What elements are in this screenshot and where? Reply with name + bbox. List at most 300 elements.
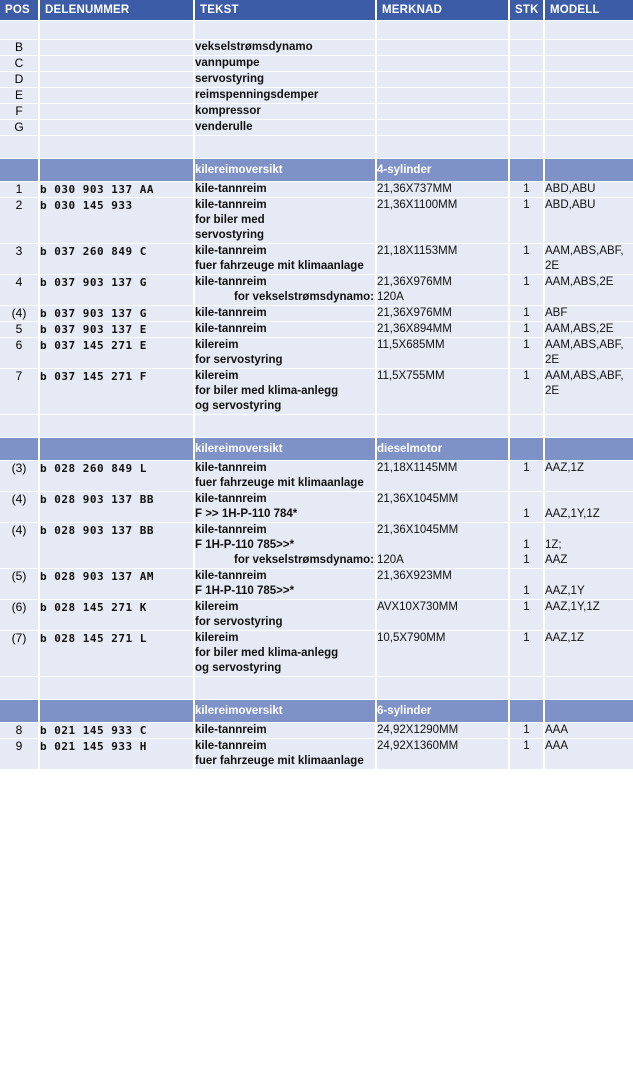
cell-line [510, 569, 543, 584]
table-row[interactable] [0, 40, 633, 56]
table-row[interactable] [0, 88, 633, 104]
cell-line: 11,5X755MM [377, 370, 445, 382]
cell-merknad [377, 739, 510, 770]
column-header-modell[interactable]: MODELL [545, 0, 633, 21]
cell-delenummer: b 028 145 271 K [40, 600, 195, 631]
cell-pos: (4) [0, 306, 40, 322]
cell-tekst [195, 275, 377, 306]
cell-line: for vekselstrømsdynamo: [234, 554, 374, 566]
cell-line: 1 [523, 323, 530, 335]
cell-line: AAA [545, 724, 569, 736]
cell-line: AAM,ABS,ABF, [545, 245, 624, 257]
cell-line: 1 [523, 339, 530, 351]
cell-delenummer: b 030 903 137 AA [40, 182, 195, 198]
cell-line [377, 538, 508, 553]
cell-merknad [377, 72, 510, 88]
spacer-row [0, 415, 633, 438]
cell-line: vekselstrømsdynamo [195, 41, 313, 53]
cell-modell [545, 631, 633, 677]
cell-line: 1 [523, 740, 530, 752]
cell-modell [545, 492, 633, 523]
cell-line: kilereim [195, 601, 239, 613]
cell-line: 21,36X1045MM [377, 493, 459, 505]
cell-pos: 2 [0, 198, 40, 244]
cell-merknad [377, 461, 510, 492]
spacer-cell [0, 415, 40, 438]
section-header-blank [0, 438, 40, 461]
cell-line: kile-tannreim [195, 183, 267, 195]
cell-line: 120A [377, 554, 404, 566]
table-row[interactable] [0, 523, 633, 569]
cell-tekst [195, 72, 377, 88]
cell-line: 2E [545, 354, 560, 366]
cell-line: kile-tannreim [195, 307, 267, 319]
cell-modell [545, 322, 633, 338]
spacer-cell [510, 677, 545, 700]
cell-line: 120A [377, 291, 404, 303]
cell-line: 21,36X894MM [377, 323, 452, 335]
cell-line: kilereim [195, 370, 239, 382]
cell-tekst [195, 492, 377, 523]
cell-line: kile-tannreim [195, 524, 267, 536]
cell-modell [545, 56, 633, 72]
spacer-cell [40, 21, 195, 40]
spacer-cell [0, 136, 40, 159]
cell-pos: (4) [0, 492, 40, 523]
cell-line: AAM,ABS,2E [545, 323, 614, 335]
cell-line: 21,36X1100MM [377, 199, 458, 211]
cell-line [545, 523, 633, 538]
table-header [0, 0, 633, 21]
cell-line: 21,36X976MM [377, 307, 452, 319]
cell-merknad [377, 40, 510, 56]
cell-tekst [195, 40, 377, 56]
cell-modell [545, 306, 633, 322]
cell-tekst [195, 523, 377, 569]
cell-tekst [195, 104, 377, 120]
cell-modell [545, 569, 633, 600]
cell-stk [510, 306, 545, 322]
cell-tekst [195, 306, 377, 322]
spacer-cell [510, 415, 545, 438]
section-header-blank [545, 159, 633, 182]
spacer-row [0, 136, 633, 159]
cell-pos: F [0, 104, 40, 120]
cell-modell [545, 72, 633, 88]
spacer-row [0, 21, 633, 40]
column-header-stk[interactable]: STK [510, 0, 545, 21]
cell-line: 21,36X1045MM [377, 524, 459, 536]
cell-modell [545, 523, 633, 569]
cell-line: for servostyring [195, 354, 283, 366]
table-row[interactable] [0, 631, 633, 677]
cell-modell [545, 739, 633, 770]
cell-line: kile-tannreim [195, 462, 267, 474]
spacer-cell [377, 136, 510, 159]
cell-pos: C [0, 56, 40, 72]
spacer-cell [377, 415, 510, 438]
spacer-cell [195, 21, 377, 40]
cell-tekst [195, 631, 377, 677]
cell-line: for biler med klima-anlegg [195, 647, 339, 659]
spacer-cell [195, 415, 377, 438]
cell-pos: 4 [0, 275, 40, 306]
spacer-cell [40, 415, 195, 438]
cell-stk [510, 723, 545, 739]
cell-line: kilereim [195, 632, 239, 644]
cell-line: 1 [523, 724, 530, 736]
cell-delenummer: b 028 260 849 L [40, 461, 195, 492]
cell-line: 1 [523, 539, 530, 551]
cell-line [545, 492, 633, 507]
cell-modell [545, 40, 633, 56]
table-row[interactable] [0, 306, 633, 322]
table-row[interactable] [0, 369, 633, 415]
header-row [0, 0, 633, 21]
cell-pos: 8 [0, 723, 40, 739]
spacer-row [0, 677, 633, 700]
cell-line: kile-tannreim [195, 323, 267, 335]
cell-line: vannpumpe [195, 57, 260, 69]
section-header-blank [510, 700, 545, 723]
cell-pos: 6 [0, 338, 40, 369]
section-subtitle: dieselmotor [377, 438, 510, 461]
cell-line: kilereim [195, 339, 239, 351]
cell-tekst [195, 338, 377, 369]
cell-line: for vekselstrømsdynamo: [234, 291, 374, 303]
spacer-cell [195, 677, 377, 700]
cell-line: fuer fahrzeuge mit klimaanlage [195, 260, 364, 272]
cell-pos: E [0, 88, 40, 104]
cell-line: AAZ [545, 554, 568, 566]
column-header-merknad[interactable]: MERKNAD [377, 0, 510, 21]
cell-line: AAZ,1Y,1Z [545, 601, 600, 613]
cell-stk [510, 198, 545, 244]
cell-pos: (4) [0, 523, 40, 569]
cell-merknad [377, 322, 510, 338]
cell-stk [510, 338, 545, 369]
cell-line: for servostyring [195, 616, 283, 628]
cell-line: kile-tannreim [195, 740, 267, 752]
cell-pos: (7) [0, 631, 40, 677]
cell-line: AAA [545, 740, 569, 752]
cell-line: AAZ,1Y,1Z [545, 508, 600, 520]
cell-tekst [195, 322, 377, 338]
section-header-row [0, 159, 633, 182]
cell-line: 24,92X1290MM [377, 724, 459, 736]
spacer-cell [195, 136, 377, 159]
section-header-blank [510, 159, 545, 182]
cell-delenummer: b 037 145 271 F [40, 369, 195, 415]
table-row[interactable] [0, 739, 633, 770]
cell-merknad [377, 182, 510, 198]
cell-modell [545, 104, 633, 120]
cell-modell [545, 723, 633, 739]
cell-stk [510, 40, 545, 56]
spacer-cell [377, 677, 510, 700]
spacer-cell [0, 677, 40, 700]
cell-modell [545, 461, 633, 492]
cell-delenummer: b 037 903 137 G [40, 306, 195, 322]
table-row[interactable] [0, 461, 633, 492]
cell-line [377, 507, 508, 522]
cell-line: F >> 1H-P-110 784* [195, 508, 298, 520]
cell-line: 1 [523, 632, 530, 644]
cell-line: 1 [523, 199, 530, 211]
cell-tekst [195, 182, 377, 198]
cell-delenummer: b 028 903 137 BB [40, 523, 195, 569]
cell-delenummer [40, 56, 195, 72]
cell-tekst [195, 739, 377, 770]
cell-line: 1 [523, 183, 530, 195]
table-row[interactable] [0, 244, 633, 275]
cell-delenummer [40, 120, 195, 136]
cell-tekst [195, 56, 377, 72]
cell-line: AAZ,1Z [545, 462, 584, 474]
cell-stk [510, 104, 545, 120]
cell-merknad [377, 198, 510, 244]
section-title: kilereimoversikt [195, 700, 377, 723]
cell-line: og servostyring [195, 662, 282, 674]
cell-merknad [377, 600, 510, 631]
cell-line: 21,18X1145MM [377, 462, 458, 474]
cell-delenummer [40, 88, 195, 104]
column-header-tekst[interactable]: TEKST [195, 0, 377, 21]
cell-line: ABD,ABU [545, 183, 596, 195]
cell-line: fuer fahrzeuge mit klimaanlage [195, 755, 364, 767]
cell-tekst [195, 369, 377, 415]
spacer-cell [0, 21, 40, 40]
cell-stk [510, 88, 545, 104]
cell-line: venderulle [195, 121, 253, 133]
cell-merknad [377, 244, 510, 275]
cell-line: 21,36X737MM [377, 183, 452, 195]
cell-modell [545, 120, 633, 136]
cell-line: kile-tannreim [195, 724, 267, 736]
cell-line: kile-tannreim [195, 276, 267, 288]
cell-modell [545, 369, 633, 415]
spacer-cell [545, 136, 633, 159]
cell-stk [510, 523, 545, 569]
cell-stk [510, 600, 545, 631]
section-title: kilereimoversikt [195, 159, 377, 182]
cell-line: 1 [523, 554, 530, 566]
cell-line: AAZ,1Y [545, 585, 585, 597]
cell-merknad [377, 369, 510, 415]
cell-line: servostyring [195, 73, 265, 85]
cell-stk [510, 569, 545, 600]
cell-tekst [195, 461, 377, 492]
cell-line: AAZ,1Z [545, 632, 584, 644]
cell-line: kile-tannreim [195, 245, 267, 257]
cell-line: 11,5X685MM [377, 339, 445, 351]
cell-line: ABF [545, 307, 568, 319]
cell-stk [510, 322, 545, 338]
cell-delenummer: b 037 903 137 E [40, 322, 195, 338]
cell-delenummer: b 030 145 933 [40, 198, 195, 244]
cell-pos: G [0, 120, 40, 136]
cell-stk [510, 244, 545, 275]
cell-stk [510, 739, 545, 770]
cell-merknad [377, 338, 510, 369]
cell-delenummer: b 028 903 137 AM [40, 569, 195, 600]
cell-line: F 1H-P-110 785>>* [195, 585, 295, 597]
table-row[interactable] [0, 338, 633, 369]
cell-line: kile-tannreim [195, 199, 267, 211]
cell-merknad [377, 104, 510, 120]
cell-delenummer: b 021 145 933 C [40, 723, 195, 739]
section-header-blank [40, 700, 195, 723]
cell-line: 1 [523, 245, 530, 257]
cell-delenummer: b 037 903 137 G [40, 275, 195, 306]
cell-line: for biler med [195, 214, 265, 226]
table-row[interactable] [0, 600, 633, 631]
cell-line [510, 523, 543, 538]
cell-modell [545, 198, 633, 244]
cell-merknad [377, 120, 510, 136]
cell-pos: (5) [0, 569, 40, 600]
section-header-blank [545, 700, 633, 723]
cell-stk [510, 631, 545, 677]
section-header-blank [545, 438, 633, 461]
cell-merknad [377, 523, 510, 569]
cell-stk [510, 461, 545, 492]
spacer-cell [545, 677, 633, 700]
section-title: kilereimoversikt [195, 438, 377, 461]
column-header-delenummer[interactable]: DELENUMMER [40, 0, 195, 21]
cell-line: 1 [523, 370, 530, 382]
cell-pos: 5 [0, 322, 40, 338]
table-row[interactable] [0, 182, 633, 198]
cell-line [545, 569, 633, 584]
section-header-blank [510, 438, 545, 461]
cell-delenummer [40, 72, 195, 88]
cell-pos: 3 [0, 244, 40, 275]
cell-line [377, 584, 508, 599]
cell-stk [510, 182, 545, 198]
spacer-cell [545, 415, 633, 438]
cell-line: 24,92X1360MM [377, 740, 459, 752]
cell-stk [510, 369, 545, 415]
table-row[interactable] [0, 198, 633, 244]
spacer-cell [510, 136, 545, 159]
cell-line: 1 [523, 601, 530, 613]
cell-line: 1 [523, 508, 530, 520]
cell-delenummer [40, 40, 195, 56]
table-row[interactable] [0, 120, 633, 136]
cell-line: kompressor [195, 105, 261, 117]
section-header-blank [40, 159, 195, 182]
cell-pos: (3) [0, 461, 40, 492]
cell-merknad [377, 56, 510, 72]
table-row[interactable] [0, 723, 633, 739]
cell-tekst [195, 198, 377, 244]
cell-modell [545, 88, 633, 104]
cell-pos: 1 [0, 182, 40, 198]
cell-modell [545, 244, 633, 275]
table-row[interactable] [0, 492, 633, 523]
cell-modell [545, 338, 633, 369]
cell-tekst [195, 600, 377, 631]
cell-merknad [377, 492, 510, 523]
spacer-cell [40, 136, 195, 159]
cell-line: 1 [523, 585, 530, 597]
cell-delenummer: b 037 145 271 E [40, 338, 195, 369]
section-subtitle: 4-sylinder [377, 159, 510, 182]
table-row[interactable] [0, 275, 633, 306]
cell-line: 21,18X1153MM [377, 245, 458, 257]
section-header-row [0, 700, 633, 723]
spacer-cell [510, 21, 545, 40]
cell-line: 2E [545, 260, 560, 272]
cell-line: AVX10X730MM [377, 601, 458, 613]
cell-stk [510, 275, 545, 306]
cell-line: kile-tannreim [195, 493, 267, 505]
cell-pos: B [0, 40, 40, 56]
cell-merknad [377, 306, 510, 322]
cell-tekst [195, 723, 377, 739]
cell-line: for biler med klima-anlegg [195, 385, 339, 397]
table-row[interactable] [0, 56, 633, 72]
cell-line: 1 [523, 307, 530, 319]
cell-delenummer: b 037 260 849 C [40, 244, 195, 275]
cell-line: AAM,ABS,ABF, [545, 370, 624, 382]
column-header-pos[interactable]: POS [0, 0, 40, 21]
spacer-cell [40, 677, 195, 700]
cell-stk [510, 72, 545, 88]
cell-tekst [195, 569, 377, 600]
cell-line: kile-tannreim [195, 570, 267, 582]
cell-stk [510, 120, 545, 136]
cell-stk [510, 492, 545, 523]
cell-merknad [377, 631, 510, 677]
spacer-cell [377, 21, 510, 40]
cell-merknad [377, 569, 510, 600]
cell-line: AAM,ABS,ABF, [545, 339, 624, 351]
cell-merknad [377, 275, 510, 306]
cell-line: og servostyring [195, 400, 282, 412]
table-body [0, 21, 633, 770]
table-row[interactable] [0, 104, 633, 120]
cell-line: F 1H-P-110 785>>* [195, 539, 295, 551]
cell-modell [545, 600, 633, 631]
cell-tekst [195, 88, 377, 104]
cell-pos: (6) [0, 600, 40, 631]
cell-pos: 7 [0, 369, 40, 415]
cell-line: ABD,ABU [545, 199, 596, 211]
cell-line: 1 [523, 276, 530, 288]
table-row[interactable] [0, 569, 633, 600]
cell-line: 1Z; [545, 539, 562, 551]
cell-line: fuer fahrzeuge mit klimaanlage [195, 477, 364, 489]
cell-pos: D [0, 72, 40, 88]
cell-line: 21,36X923MM [377, 570, 452, 582]
cell-modell [545, 275, 633, 306]
section-header-blank [0, 159, 40, 182]
cell-delenummer: b 028 145 271 L [40, 631, 195, 677]
cell-line: servostyring [195, 229, 265, 241]
cell-line: 2E [545, 385, 560, 397]
cell-delenummer: b 021 145 933 H [40, 739, 195, 770]
table-row[interactable] [0, 322, 633, 338]
cell-line: 1 [523, 462, 530, 474]
section-header-blank [40, 438, 195, 461]
cell-stk [510, 56, 545, 72]
section-header-row [0, 438, 633, 461]
cell-pos: 9 [0, 739, 40, 770]
table-row[interactable] [0, 72, 633, 88]
cell-line: AAM,ABS,2E [545, 276, 614, 288]
